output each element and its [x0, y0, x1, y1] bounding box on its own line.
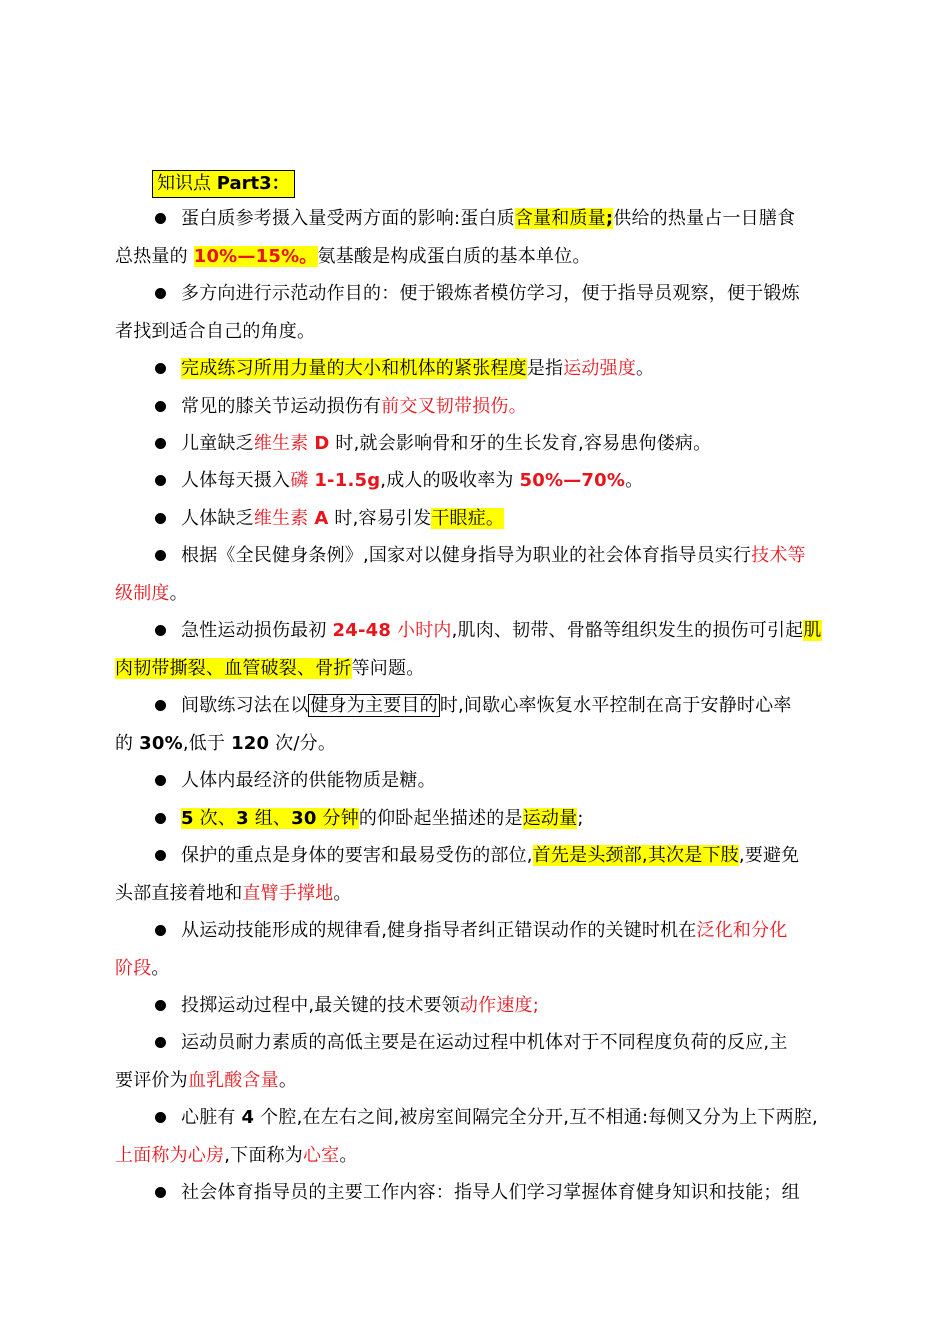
text-run: ,低于: [182, 732, 232, 754]
text-run: 50%—70%: [519, 470, 626, 491]
text-run: 分钟: [316, 808, 359, 829]
text-run: 3: [236, 808, 249, 829]
text-run: 者找到适合自己的角度。: [115, 320, 316, 342]
list-item: [115, 388, 835, 426]
text-run: 供给的热量占一日膳食: [613, 208, 796, 229]
list-item: [115, 762, 835, 800]
list-item-line-first: [115, 762, 835, 800]
text-run: 多方向进行示范动作目的：便于锻炼者模仿学习，便于指导员观察，便于锻炼: [181, 283, 800, 304]
list-item-line-first: [115, 837, 835, 875]
text-run: ,肌肉、韧带、骨骼等组织发生的损伤可引起: [451, 620, 804, 641]
list-item-line: [115, 238, 835, 276]
list-item-line: [115, 313, 835, 351]
text-run: 运动量: [522, 808, 578, 829]
list-item-line: [115, 725, 835, 763]
list-item: [115, 912, 835, 987]
list-item: [115, 425, 835, 463]
text-run: 血乳酸含量: [187, 1069, 279, 1091]
text-run: ,要避免: [738, 845, 800, 866]
text-run: ,下面称为: [224, 1144, 303, 1166]
list-item: [115, 1024, 835, 1099]
list-item: [115, 800, 835, 838]
text-run: 蛋白质参考摄入量受两方面的影响:蛋白质: [181, 208, 515, 229]
list-item: [115, 837, 835, 912]
text-run: 健身为主要目的: [310, 695, 438, 716]
text-run: 等问题。: [351, 657, 425, 679]
text-run: 的: [115, 732, 140, 754]
text-run: 运动强度: [563, 358, 637, 379]
text-run: 次/分。: [269, 732, 337, 754]
text-run: 。: [636, 358, 655, 379]
list-item-line: [115, 950, 835, 988]
list-item: [115, 687, 835, 762]
text-run: 急性运动损伤最初: [181, 620, 333, 641]
text-run: 。: [151, 957, 170, 979]
text-run: 首先是头颈部,其次是下肢: [532, 845, 739, 866]
text-run: 根据《全民健身条例》,国家对以健身指导为职业的社会体育指导员实行: [181, 545, 752, 566]
text-run: 阶段: [115, 957, 152, 979]
list-item-line-first: [115, 612, 835, 650]
list-item-line: [115, 1062, 835, 1100]
text-run: 。: [339, 1144, 358, 1166]
text-run: 是指: [526, 358, 564, 379]
text-run: 动作速度;: [459, 995, 539, 1016]
text-run: 儿童缺乏: [181, 433, 254, 454]
text-run: 5: [181, 808, 194, 829]
text-run: ,成人的吸收率为: [380, 470, 520, 491]
text-run: 头部直接着地和: [115, 882, 243, 904]
text-run: 干眼症。: [431, 508, 505, 529]
text-run: 人体缺乏: [181, 508, 254, 529]
text-run: 间歇练习法在以: [181, 695, 309, 716]
text-run: 维生素: [253, 433, 315, 454]
list-item-line-first: [115, 537, 835, 575]
list-item: [115, 500, 835, 538]
text-run: 时,间歇心率恢复水平控制在高于安静时心率: [439, 695, 792, 716]
text-run: 120: [231, 732, 270, 754]
list-item: [115, 537, 835, 612]
list-item-line: [115, 650, 835, 688]
text-run: 保护的重点是身体的要害和最易受伤的部位,: [181, 845, 533, 866]
text-run: 。: [278, 1069, 298, 1091]
text-run: ;: [605, 208, 614, 229]
list-item: [115, 462, 835, 500]
text-run: D: [314, 433, 330, 454]
text-run: 时,就会影响骨和牙的生长发育,容易患佝偻病。: [329, 433, 712, 454]
heading-part: Part3：: [216, 173, 290, 194]
text-run: A: [314, 508, 329, 529]
text-run: 投掷运动过程中,最关键的技术要领: [181, 995, 460, 1016]
text-run: 。: [169, 582, 188, 604]
text-run: 。: [625, 470, 644, 491]
list-item-line-first: [115, 987, 835, 1025]
list-item-line-first: [115, 1174, 835, 1212]
text-run: 心室: [302, 1144, 340, 1166]
list-item-line: [115, 875, 835, 913]
text-run: 磷: [290, 470, 315, 491]
heading-prefix: 知识点: [157, 173, 217, 194]
text-run: 技术等: [751, 545, 806, 566]
list-item: [115, 612, 835, 687]
list-item-line-first: [115, 462, 835, 500]
list-item-line-first: [115, 1024, 835, 1062]
section-heading: [152, 170, 295, 198]
list-item-line-first: [115, 425, 835, 463]
text-run: 人体内最经济的供能物质是糖。: [181, 770, 436, 791]
text-run: 社会体育指导员的主要工作内容：指导人们学习掌握体育健身知识和技能；组: [181, 1182, 800, 1203]
list-item-line: [115, 1137, 835, 1175]
text-run: 小时内: [391, 620, 452, 641]
text-run: 1-1.5g: [314, 470, 381, 491]
text-run: 维生素: [253, 508, 315, 529]
text-run: 10%—15%。: [193, 245, 318, 267]
text-run: 前交叉韧带损伤。: [381, 396, 527, 417]
text-run: 肌: [803, 620, 822, 641]
text-run: 时,容易引发: [328, 508, 432, 529]
list-item-line-first: [115, 388, 835, 426]
text-run: 运动员耐力素质的高低主要是在运动过程中机体对于不同程度负荷的反应,主: [181, 1032, 788, 1053]
text-run: 的仰卧起坐描述的是: [358, 808, 523, 829]
text-run: 心脏有: [181, 1107, 242, 1128]
text-run: 上面称为心房: [115, 1144, 225, 1166]
text-run: 常见的膝关节运动损伤有: [181, 396, 382, 417]
text-run: 人体每天摄入: [181, 470, 291, 491]
list-item: [115, 987, 835, 1025]
list-item-line-first: [115, 1099, 835, 1137]
text-run: 个腔,在左右之间,被房室间隔完全分开,互不相通:每侧又分为上下两腔,: [254, 1107, 818, 1128]
list-item-line-first: [115, 912, 835, 950]
text-run: 级制度: [115, 582, 170, 604]
text-run: 4: [241, 1107, 255, 1128]
text-run: 30: [291, 808, 317, 829]
text-run: 总热量的: [115, 245, 194, 267]
list-item-line: [115, 575, 835, 613]
list-item: [115, 350, 835, 388]
list-item-line-first: [115, 500, 835, 538]
list-item-line-first: [115, 687, 835, 725]
text-run: 从运动技能形成的规律看,健身指导者纠正错误动作的关键时机在: [181, 920, 697, 941]
text-run: 组、: [248, 808, 292, 829]
list-item-line-first: [115, 275, 835, 313]
list-item: [115, 1099, 835, 1174]
text-run: 氨基酸是构成蛋白质的基本单位。: [317, 245, 591, 267]
text-run: 泛化和分化: [696, 920, 788, 941]
list-item-line-first: [115, 200, 835, 238]
text-run: 次、: [193, 808, 237, 829]
list-item-line-first: [115, 800, 835, 838]
list-item: [115, 1174, 835, 1212]
text-run: 完成练习所用力量的大小和机体的紧张程度: [181, 358, 527, 379]
list-item-line-first: [115, 350, 835, 388]
text-run: 24-48: [332, 620, 392, 641]
text-run: 要评价为: [115, 1069, 188, 1091]
text-run: ;: [577, 808, 584, 829]
text-run: 含量和质量: [514, 208, 606, 229]
list-item: [115, 275, 835, 350]
text-run: 。: [333, 882, 352, 904]
list-item: [115, 200, 835, 275]
text-run: 肉韧带撕裂、血管破裂、骨折: [115, 657, 352, 679]
text-run: 直臂手撑地: [242, 882, 334, 904]
text-run: 30%: [139, 732, 183, 754]
